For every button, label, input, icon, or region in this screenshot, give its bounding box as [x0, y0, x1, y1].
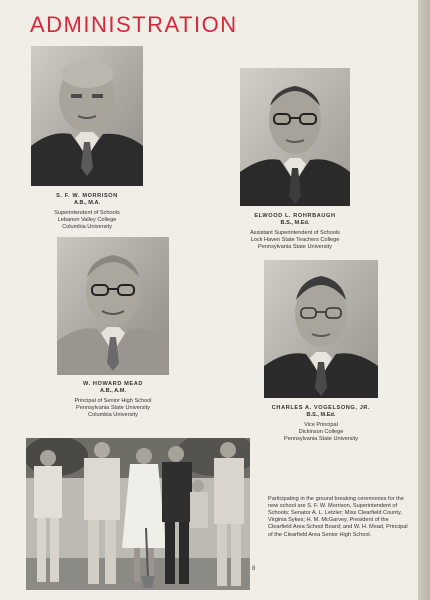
official-title: Superintendent of Schools: [54, 210, 120, 216]
official-university: Pennsylvania State University: [284, 436, 358, 442]
official-degrees: A.B., M.A.: [73, 200, 101, 206]
portrait-photo-morrison: [31, 46, 143, 186]
ground-breaking-group-photo: [26, 438, 250, 590]
official-university: Columbia University: [62, 224, 112, 230]
official-caption-4: [256, 405, 386, 443]
official-title: Principal of Senior High School: [74, 398, 152, 404]
official-degrees: B.S., M.Ed.: [280, 220, 310, 226]
official-name: S. F. W. MORRISON: [56, 193, 118, 199]
official-college: Lock Haven State Teachers College: [250, 237, 340, 243]
page-edge: [418, 0, 430, 600]
official-title: Vice Principal: [304, 422, 338, 428]
official-university: Columbia University: [88, 412, 138, 418]
official-name: W. HOWARD MEAD: [83, 381, 143, 387]
official-college: Pennsylvania State University: [76, 405, 150, 411]
official-caption-3: [50, 381, 176, 419]
official-college: Lebanon Valley College: [57, 217, 117, 223]
official-college: Dickinson College: [298, 429, 344, 435]
official-title: Assistant Superintendent of Schools: [250, 230, 340, 236]
portrait-photo-rohrbaugh: [240, 68, 350, 206]
official-name: ELWOOD L. ROHRBAUGH: [254, 213, 336, 219]
page-title: ADMINISTRATION: [30, 12, 238, 37]
official-degrees: B.S., M.Ed.: [306, 412, 336, 418]
official-university: Pennsylvania State University: [258, 244, 332, 250]
portrait-photo-vogelsong: [264, 260, 378, 398]
portrait-photo-mead: [57, 237, 169, 375]
official-degrees: A.B., A.M.: [100, 388, 126, 394]
page-number: 8: [252, 566, 256, 572]
official-name: CHARLES A. VOGELSONG, JR.: [271, 405, 371, 411]
official-caption-1: [31, 193, 143, 231]
group-photo-caption: Participating in the ground breaking ceremonies for the new school are S. F. W. Morrison, Superintendent of Schools; Senator A. L. Letzler; Miss Clearfield County, Virginia Sykes; H. M. McGarvey, President of the Clearfield Area School Board; and W. H. Mead, Principal of the Clearfield Area Senior High School.: [268, 495, 408, 538]
official-caption-2: [232, 213, 358, 251]
